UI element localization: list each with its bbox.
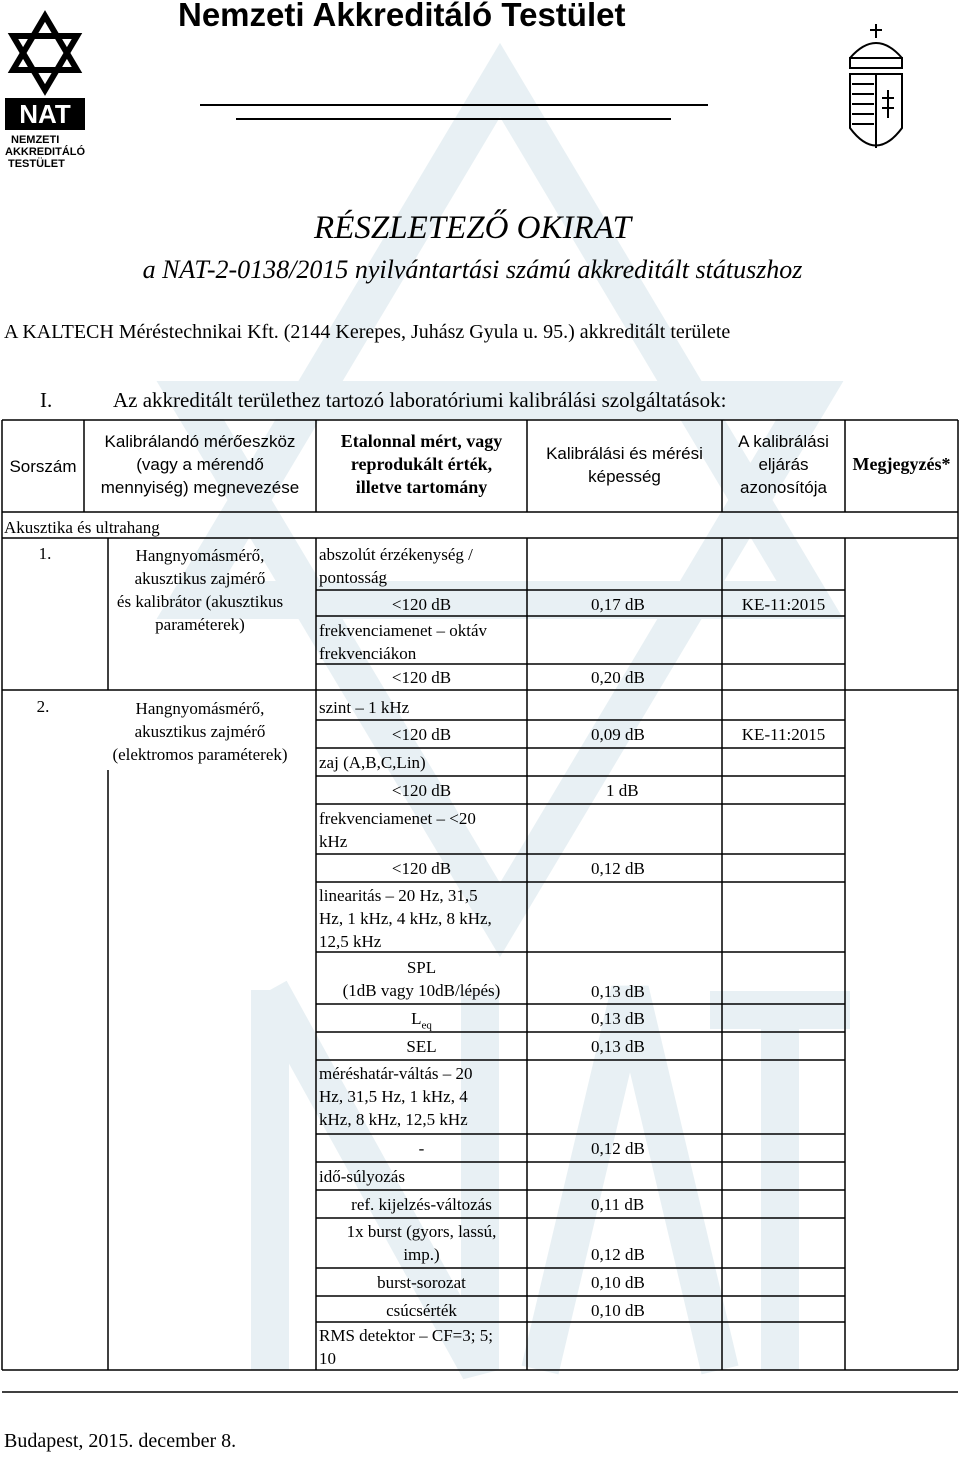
- row1-name-l4: paraméterek): [155, 615, 245, 634]
- row2-range1: <120 dB: [391, 725, 452, 744]
- row2-param8-l3: kHz, 8 kHz, 12,5 kHz: [319, 1110, 468, 1129]
- row1-param2-l2: frekvenciákon: [319, 644, 417, 663]
- nat-logo-box: NAT: [5, 98, 85, 130]
- org-name: Nemzeti Akkreditáló Testület: [178, 0, 626, 33]
- intro-text: A KALTECH Méréstechnikai Kft. (2144 Kerepes, Juhász Gyula u. 95.) akkreditált területe: [4, 321, 731, 343]
- row1-procedure1: KE-11:2015: [741, 595, 826, 614]
- row2-param9: idő-súlyozás: [319, 1167, 405, 1186]
- row2-name-l2: akusztikus zajmérő: [134, 722, 266, 741]
- row2-param5-l1: SPL: [406, 958, 437, 977]
- row2-param8-l1: méréshatár-váltás – 20: [319, 1064, 473, 1083]
- row1-name-l3: és kalibrátor (akusztikus: [116, 592, 284, 611]
- logo-text-line3: TESTÜLET: [8, 158, 65, 170]
- row2-param7: SEL: [406, 1037, 437, 1056]
- section-number: I.: [40, 388, 53, 412]
- row2-param14: [319, 1324, 493, 1370]
- row2-param14-l1: RMS detektor – CF=3; 5;: [319, 1326, 493, 1345]
- nat-emblem-icon: [5, 8, 85, 98]
- section-title: Az akkreditált területhez tartozó laboratóriumi kalibrálási szolgáltatások:: [113, 388, 727, 412]
- document-title: RÉSZLETEZŐ OKIRAT: [314, 210, 631, 246]
- header-procedure-l1: A kalibrálási: [738, 432, 829, 451]
- row2-param2: zaj (A,B,C,Lin): [319, 753, 426, 772]
- header-cmc-l2: képesség: [588, 467, 661, 486]
- row2-cmc12: 0,10 dB: [591, 1273, 645, 1292]
- row2-cmc13: 0,10 dB: [591, 1301, 645, 1320]
- row2-param1: szint – 1 kHz: [319, 698, 410, 717]
- row2-cmc2: 1 dB: [606, 781, 639, 800]
- header-range: [316, 430, 527, 499]
- row2-param5: [316, 956, 527, 1002]
- header-sorszam: Sorszám: [9, 457, 77, 476]
- row2-number: 2.: [36, 697, 50, 716]
- row2-name-l3: (elektromos paraméterek): [112, 745, 288, 764]
- row2-cmc8: 0,12 dB: [591, 1139, 645, 1158]
- row2-cmc11: 0,12 dB: [591, 1245, 645, 1264]
- header-instrument-l2: (vagy a mérendő: [136, 455, 264, 474]
- row2-cmc5: 0,13 dB: [591, 982, 645, 1001]
- row1-number: 1.: [38, 544, 52, 563]
- row2-cmc10: 0,11 dB: [591, 1195, 645, 1214]
- row2-procedure1: KE-11:2015: [741, 725, 826, 744]
- row2-name: [84, 697, 316, 766]
- row2-param4-l3: 12,5 kHz: [319, 932, 382, 951]
- row2-name-l1: Hangnyomásmérő,: [135, 699, 265, 718]
- row2-range8: -: [418, 1139, 425, 1158]
- row1-name-l2: akusztikus zajmérő: [134, 569, 266, 588]
- nat-logo: [5, 8, 85, 178]
- header-divider-bottom: [236, 118, 671, 120]
- row1-name: [84, 544, 316, 636]
- header-divider-top: [200, 104, 708, 106]
- row2-param4-l1: linearitás – 20 Hz, 31,5: [319, 886, 478, 905]
- row2-param12: burst-sorozat: [377, 1273, 466, 1292]
- coat-of-arms-icon: [836, 18, 916, 168]
- row1-cmc2: 0,20 dB: [591, 668, 645, 687]
- row2-param3-l1: frekvenciamenet – <20: [319, 809, 476, 828]
- row1-cmc1: 0,17 dB: [591, 595, 645, 614]
- header-instrument: [84, 430, 316, 499]
- row1-range1: <120 dB: [391, 595, 452, 614]
- header-cmc: [527, 442, 722, 488]
- row2-param8-l2: Hz, 31,5 Hz, 1 kHz, 4: [319, 1087, 468, 1106]
- header-procedure-l3: azonosítója: [740, 478, 827, 497]
- row2-param3-l2: kHz: [319, 832, 348, 851]
- row2-param11-l2: imp.): [403, 1245, 440, 1264]
- row2-param6-main: L: [411, 1009, 422, 1028]
- row1-param2: [319, 619, 487, 665]
- header-procedure-l2: eljárás: [758, 455, 809, 474]
- row2-param3: [319, 807, 476, 853]
- document-subtitle: a NAT-2-0138/2015 nyilvántartási számú akkreditált státuszhoz: [142, 255, 803, 284]
- header-instrument-l1: Kalibrálandó mérőeszköz: [104, 432, 296, 451]
- row1-param1-l2: pontosság: [319, 568, 387, 587]
- row2-param8: [319, 1062, 473, 1131]
- row2-param6: [316, 1007, 527, 1037]
- row2-param11-l1: 1x burst (gyors, lassú,: [346, 1222, 497, 1241]
- category-label: Akusztika és ultrahang: [4, 518, 160, 537]
- row2-param10: ref. kijelzés-változás: [351, 1195, 492, 1214]
- header-procedure: [722, 430, 845, 499]
- row2-range2: <120 dB: [391, 781, 452, 800]
- header-range-l2: reprodukált érték,: [350, 454, 493, 474]
- row2-range3: <120 dB: [391, 859, 452, 878]
- row2-param13: csúcsérték: [386, 1301, 457, 1320]
- header-cmc-l1: Kalibrálási és mérési: [546, 444, 703, 463]
- header-notes: Megjegyzés*: [852, 454, 951, 474]
- row1-range2: <120 dB: [391, 668, 452, 687]
- row2-cmc7: 0,13 dB: [591, 1037, 645, 1056]
- row1-param2-l1: frekvenciamenet – oktáv: [319, 621, 488, 640]
- row2-cmc6: 0,13 dB: [591, 1009, 645, 1028]
- row1-param1: [319, 543, 473, 589]
- row2-param4-l2: Hz, 1 kHz, 4 kHz, 8 kHz,: [319, 909, 492, 928]
- row2-param11: [316, 1220, 527, 1266]
- row2-param14-l2: 10: [319, 1349, 336, 1368]
- row2-param5-l2: (1dB vagy 10dB/lépés): [342, 981, 501, 1000]
- row1-name-l1: Hangnyomásmérő,: [135, 546, 265, 565]
- footer-place-date: Budapest, 2015. december 8.: [4, 1430, 237, 1452]
- header-range-l3: illetve tartomány: [355, 477, 488, 497]
- logo-text-line2: AKKREDITÁLÓ: [5, 146, 86, 158]
- row2-cmc1: 0,09 dB: [591, 725, 645, 744]
- header-instrument-l3: mennyiség) megnevezése: [100, 478, 300, 497]
- row1-param1-l1: abszolút érzékenység /: [319, 545, 473, 564]
- row2-cmc3: 0,12 dB: [591, 859, 645, 878]
- row2-param6-sub: eq: [421, 1019, 432, 1032]
- header-range-l1: Etalonnal mért, vagy: [340, 431, 503, 451]
- logo-text-line1: NEMZETI: [11, 134, 60, 146]
- row2-param4: [319, 884, 492, 953]
